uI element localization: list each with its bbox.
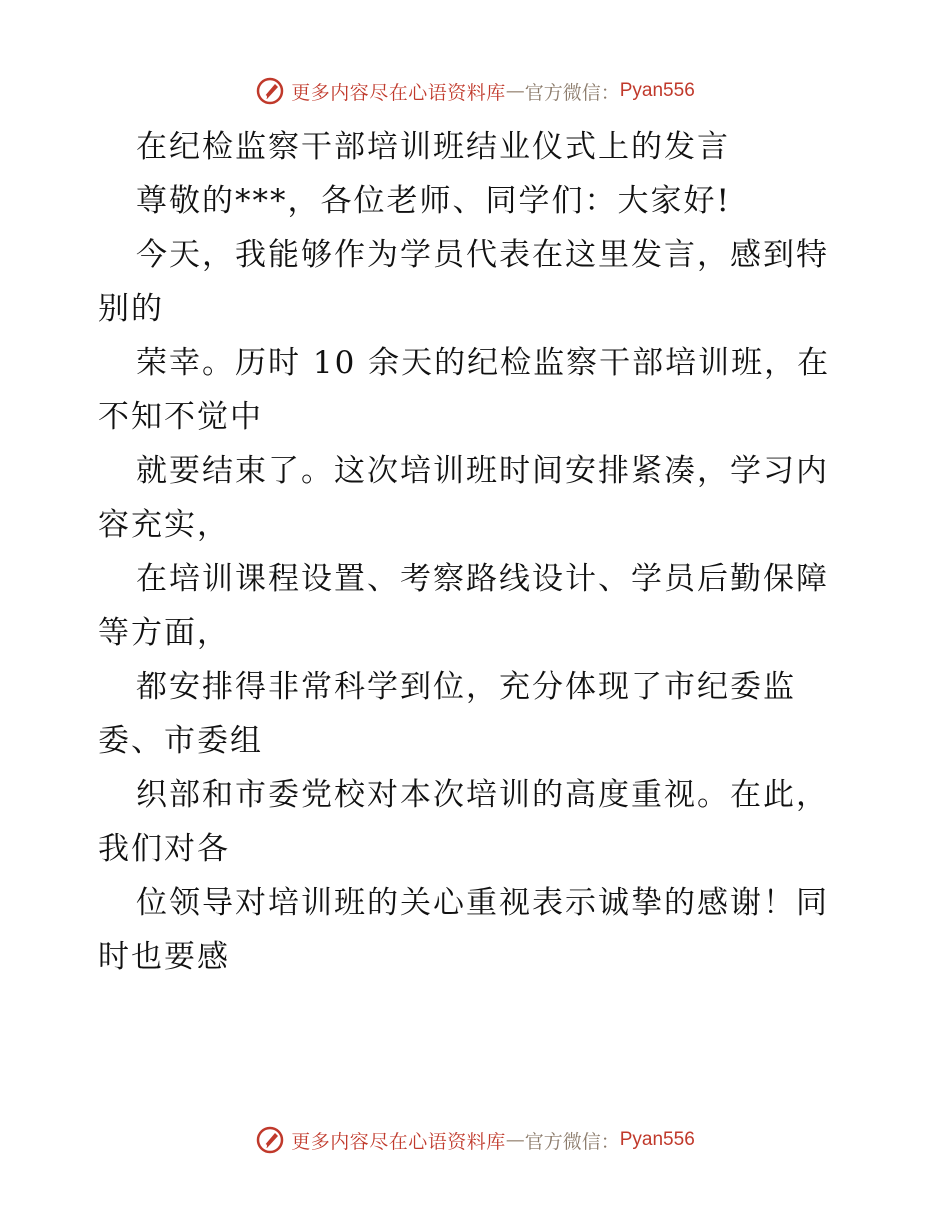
text-line: 都安排得非常科学到位，充分体现了市纪委监 bbox=[136, 669, 796, 705]
watermark-wechat-id: Pyan556 bbox=[619, 1129, 695, 1150]
text-line: 在培训课程设置、考察路线设计、学员后勤保障 bbox=[136, 561, 829, 597]
text-line: 尊敬的***，各位老师、同学们：大家好! bbox=[136, 183, 731, 219]
footer-watermark bbox=[0, 1120, 950, 1160]
watermark-wechat-label: 官方微信： bbox=[524, 1130, 620, 1153]
watermark-separator: — bbox=[505, 1129, 525, 1151]
watermark-text: 更多内容尽在心语资料库 bbox=[291, 1130, 506, 1153]
watermark-text: 更多内容尽在心语资料库 bbox=[291, 81, 506, 104]
document-body bbox=[98, 120, 858, 984]
text-line: 等方面， bbox=[98, 615, 230, 651]
text-line: 不知不觉中 bbox=[98, 399, 263, 435]
pen-seal-icon bbox=[255, 76, 285, 106]
watermark-separator: — bbox=[505, 80, 525, 102]
text-line: 别的 bbox=[98, 291, 164, 327]
watermark-wechat-id: Pyan556 bbox=[619, 80, 695, 101]
text-line: 在纪检监察干部培训班结业仪式上的发言 bbox=[136, 129, 730, 165]
text-line: 织部和市委党校对本次培训的高度重视。在此， bbox=[136, 777, 829, 813]
text-line: 今天，我能够作为学员代表在这里发言，感到特 bbox=[136, 237, 829, 273]
text-line: 位领导对培训班的关心重视表示诚挚的感谢！同 bbox=[136, 885, 829, 921]
text-line: 就要结束了。这次培训班时间安排紧凑，学习内 bbox=[136, 453, 829, 489]
text-line: 我们对各 bbox=[98, 831, 230, 867]
header-watermark bbox=[0, 71, 950, 111]
pen-seal-icon bbox=[255, 1125, 285, 1155]
text-line: 委、市委组 bbox=[98, 723, 263, 759]
watermark-wechat-label: 官方微信： bbox=[524, 81, 620, 104]
text-line: 荣幸。历时 10 余天的纪检监察干部培训班，在 bbox=[136, 345, 831, 381]
text-line: 容充实， bbox=[98, 507, 230, 543]
text-line: 时也要感 bbox=[98, 939, 230, 975]
